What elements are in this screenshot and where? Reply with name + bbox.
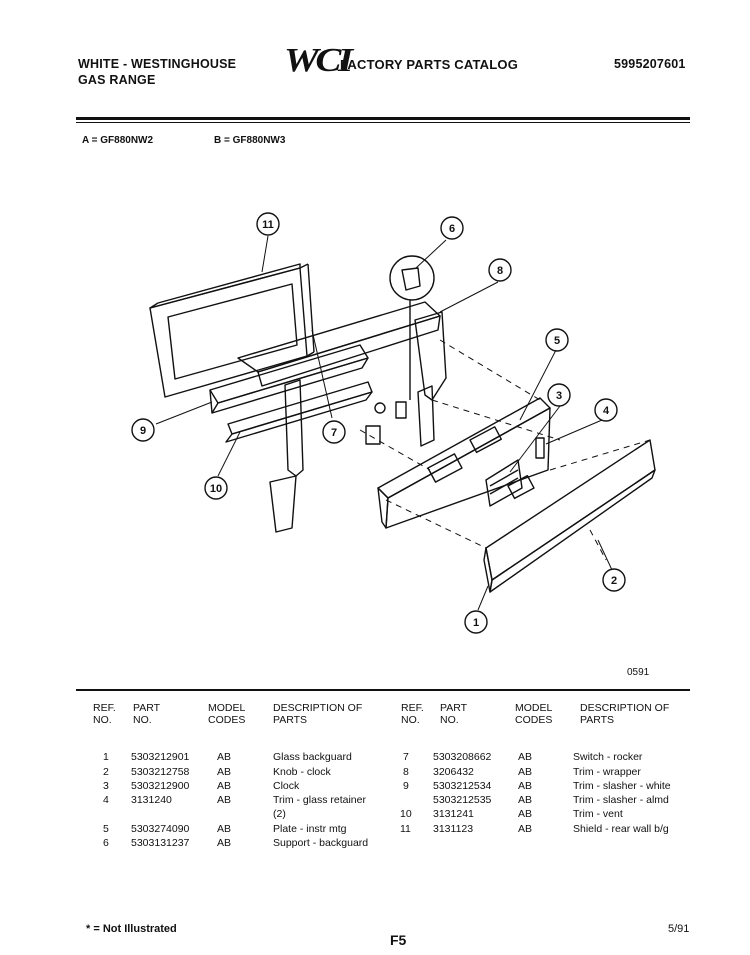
diagram-code: 0591 (627, 667, 650, 678)
callout-9: 9 (139, 425, 147, 437)
row-ref: 5 (103, 823, 109, 835)
callout-4: 4 (602, 405, 610, 417)
col-model-left: MODEL CODES (208, 702, 246, 726)
row-ref: 1 (103, 751, 109, 763)
front-panel-part (484, 440, 655, 592)
callout-7: 7 (330, 427, 338, 439)
col-model-right: MODEL CODES (515, 702, 553, 726)
row-ref: 7 (403, 751, 409, 763)
row-ref: 9 (403, 780, 409, 792)
row-part: 5303131237 (131, 837, 190, 849)
slasher-trim-part (210, 345, 368, 413)
row-model: AB (518, 751, 533, 763)
col-ref-left: REF. NO. (93, 702, 116, 726)
col-ref-right: REF. NO. (401, 702, 424, 726)
row-model: AB (217, 837, 232, 849)
table-row (0, 837, 400, 850)
callout-11: 11 (262, 219, 274, 231)
row-desc: Trim - slasher - white (573, 780, 671, 792)
callout-5: 5 (553, 335, 561, 347)
clock-part (486, 460, 534, 506)
vent-trim-part (226, 382, 372, 442)
col-part-right: PART NO. (440, 702, 467, 726)
brand-line-2: GAS RANGE (78, 73, 156, 87)
row-part: 5303212900 (131, 780, 190, 792)
row-model: AB (518, 780, 533, 792)
row-model: AB (217, 823, 232, 835)
model-a: A = GF880NW2 (82, 135, 154, 146)
row-desc: Trim - glass retainer (273, 794, 366, 806)
table-row (0, 780, 720, 793)
brand-line-1: WHITE - WESTINGHOUSE (78, 57, 237, 71)
rocker-switch-part (366, 402, 406, 444)
row-ref: 10 (400, 808, 412, 820)
row-desc: Trim - vent (573, 808, 623, 820)
row-desc: Glass backguard (273, 751, 352, 763)
revision-date: 5/91 (668, 923, 690, 935)
table-row (0, 808, 720, 821)
callout-2: 2 (610, 575, 618, 587)
row-model: AB (217, 766, 232, 778)
row-part: 5303212535 (433, 794, 492, 806)
row-desc: Trim - slasher - almd (573, 794, 669, 806)
backguard-support-part (390, 256, 434, 400)
row-ref: 6 (103, 837, 109, 849)
table-row (0, 823, 720, 836)
row-ref: 11 (400, 823, 411, 835)
callout-8: 8 (496, 265, 504, 277)
row-desc: Shield - rear wall b/g (573, 823, 669, 835)
callout-1: 1 (472, 617, 480, 629)
catalog-number: 5995207601 (614, 57, 686, 71)
page-number: F5 (390, 932, 407, 948)
row-ref: 8 (403, 766, 409, 778)
glass-retainer-part (536, 438, 544, 458)
model-b: B = GF880NW3 (214, 135, 286, 146)
row-desc: Switch - rocker (573, 751, 643, 763)
row-model: AB (518, 794, 533, 806)
col-desc-right: DESCRIPTION OF PARTS (580, 702, 670, 726)
row-model: AB (217, 751, 232, 763)
row-part: 3131123 (433, 823, 474, 835)
row-ref: 4 (103, 794, 109, 806)
row-desc: Support - backguard (273, 837, 369, 849)
wrapper-trim-part (238, 302, 446, 532)
row-part: 5303274090 (131, 823, 190, 835)
row-part: 3131240 (131, 794, 172, 806)
row-ref: 2 (103, 766, 109, 778)
row-part: 5303208662 (433, 751, 492, 763)
catalog-title: FACTORY PARTS CATALOG (340, 57, 519, 72)
row-desc: (2) (273, 808, 286, 820)
table-row (0, 794, 720, 807)
row-model: AB (217, 794, 232, 806)
wci-logo: WCI (284, 42, 350, 79)
row-model: AB (518, 823, 533, 835)
row-model: AB (217, 780, 232, 792)
row-model: AB (518, 808, 533, 820)
footnote: * = Not Illustrated (86, 923, 177, 935)
table-row (0, 751, 720, 764)
col-desc-left: DESCRIPTION OF PARTS (273, 702, 363, 726)
row-desc: Clock (273, 780, 300, 792)
col-part-left: PART NO. (133, 702, 160, 726)
row-part: 5303212758 (131, 766, 190, 778)
row-part: 3131241 (433, 808, 474, 820)
table-top-rule (76, 689, 690, 691)
callout-6: 6 (448, 223, 456, 235)
row-desc: Trim - wrapper (573, 766, 641, 778)
callout-3: 3 (555, 390, 563, 402)
table-row (0, 766, 720, 779)
callout-10: 10 (209, 483, 223, 495)
row-ref: 3 (103, 780, 109, 792)
row-desc: Plate - instr mtg (273, 823, 347, 835)
row-desc: Knob - clock (273, 766, 331, 778)
row-part: 5303212901 (131, 751, 190, 763)
row-model: AB (518, 766, 533, 778)
row-part: 5303212534 (433, 780, 492, 792)
row-part: 3206432 (433, 766, 474, 778)
